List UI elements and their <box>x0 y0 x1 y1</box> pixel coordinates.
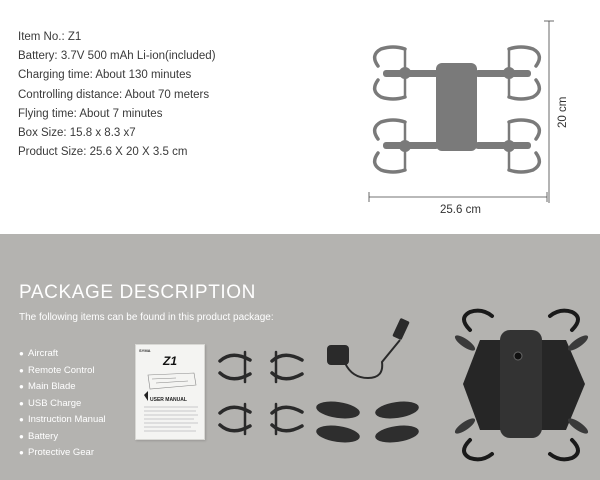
package-section <box>0 234 600 480</box>
item-main-blade: Main Blade <box>28 381 76 392</box>
bullet-icon: ● <box>19 365 24 375</box>
manual-brand-logo: SYMA <box>139 348 151 353</box>
protective-guard-icon <box>220 352 302 434</box>
item-battery: Battery <box>28 430 59 442</box>
spec-charging-time: Charging time: About 130 minutes <box>18 69 192 82</box>
spec-box-size: Box Size: 15.8 x 8.3 x7 <box>18 127 136 140</box>
item-usb-charge: USB Charge <box>28 397 82 409</box>
main-blade-icon <box>315 399 420 445</box>
item-aircraft: Aircraft <box>28 348 59 359</box>
package-subtitle: The following items can be found in this product package: <box>19 312 274 323</box>
bullet-icon: ● <box>19 431 24 441</box>
item-instruction-manual: Instruction Manual <box>28 414 106 425</box>
usb-charger-icon <box>345 318 410 378</box>
package-title: PACKAGE DESCRIPTION <box>19 282 256 303</box>
spec-control-distance: Controlling distance: About 70 meters <box>18 88 210 101</box>
manual-model-label: Z1 <box>162 354 177 368</box>
package-contents-illustration <box>0 234 600 480</box>
item-remote-control: Remote Control <box>28 364 95 376</box>
battery-icon <box>327 345 349 365</box>
spec-battery: Battery: 3.7V 500 mAh Li-ion(included) <box>18 50 216 63</box>
bullet-icon: ● <box>19 415 24 424</box>
height-dimension-label: 20 cm <box>557 96 569 128</box>
manual-title: USER MANUAL <box>150 397 187 403</box>
bullet-icon: ● <box>19 448 24 457</box>
aircraft-icon <box>453 311 590 460</box>
spec-product-size: Product Size: 25.6 X 20 X 3.5 cm <box>18 146 188 159</box>
spec-item-no: Item No.: Z1 <box>18 31 82 43</box>
bullet-icon: ● <box>19 398 24 408</box>
item-protective-gear: Protective Gear <box>28 447 94 458</box>
spec-list <box>18 28 348 162</box>
bullet-icon: ● <box>19 349 24 358</box>
width-dimension-label: 25.6 cm <box>440 204 481 216</box>
spec-flying-time: Flying time: About 7 minutes <box>18 107 163 120</box>
drone-dimension-diagram <box>355 12 595 227</box>
bullet-icon: ● <box>19 382 24 391</box>
